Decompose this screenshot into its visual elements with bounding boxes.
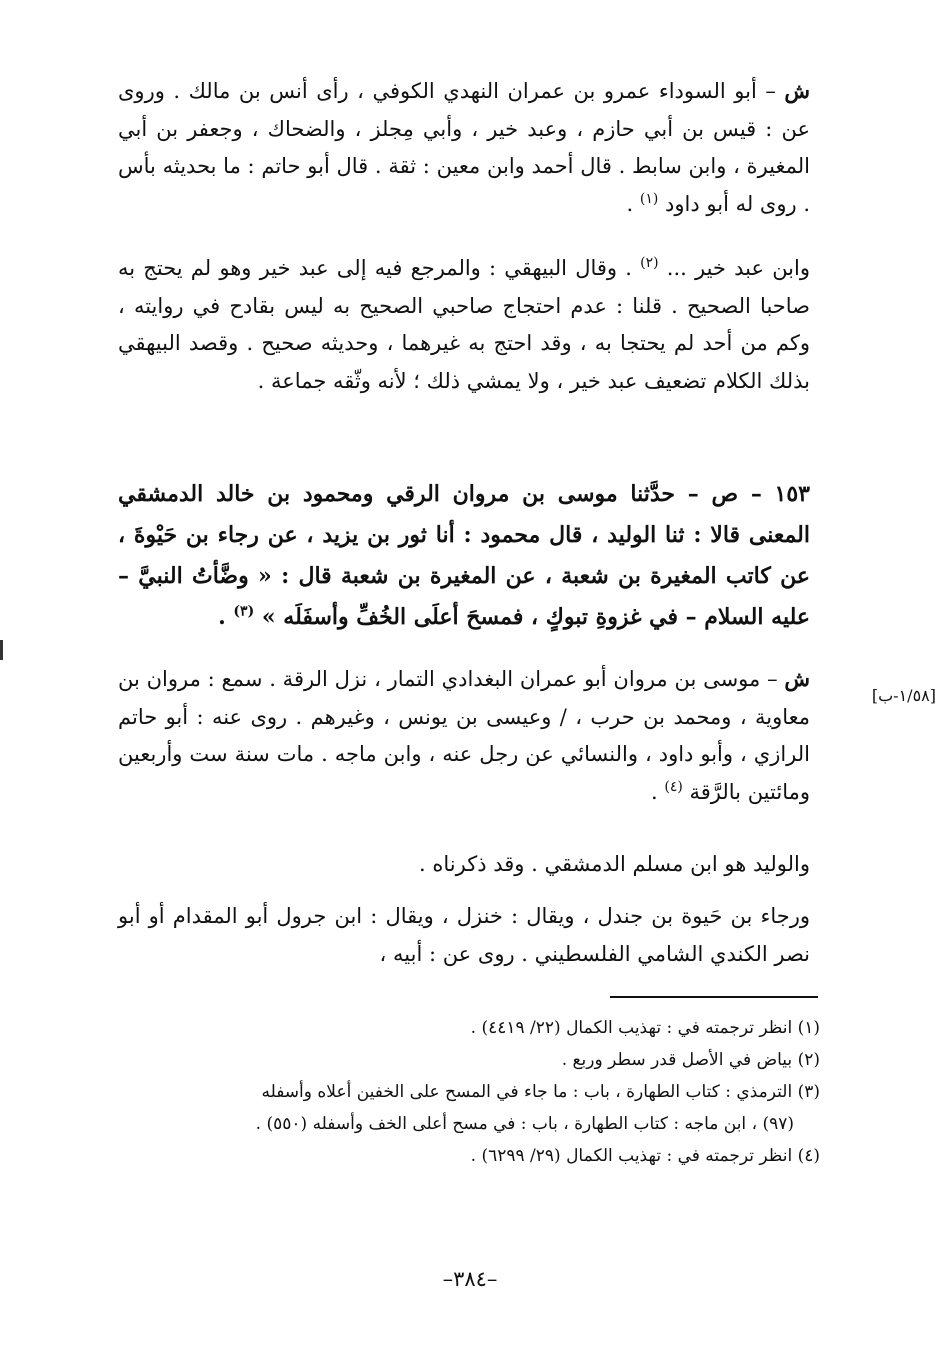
footnote-3 bbox=[120, 1076, 820, 1140]
footnote-text: الترمذي : كتاب الطهارة ، باب : ما جاء في المسح على الخفين أعلاه وأسفله bbox=[261, 1082, 793, 1102]
page-number: –٣٨٤– bbox=[442, 1267, 498, 1291]
footnote-ref[interactable]: (٣) bbox=[233, 603, 255, 620]
paragraph-commentary-4 bbox=[118, 846, 810, 884]
commentary-marker: ش bbox=[784, 78, 810, 103]
paragraph-end: . bbox=[650, 779, 665, 804]
paragraph-commentary-1 bbox=[118, 72, 810, 223]
paragraph-text: . وقال البيهقي : والمرجع فيه إلى عبد خير وهو لم يحتج به صاحبا الصحيح . قلنا : عدم احتجاج صاحبي الصحيح به ليس بقادح في روايته ، وكم من أحد لم يحتجا به ، وقد احتج به غيرهما ، وحديثه صحيح . وقصد البيهقي بذلك الكلام تضعيف عبد خير ، ولا يمشي ذلك ؛ لأنه وثّقه جماعة . bbox=[118, 256, 810, 393]
footnote-number: (٤) bbox=[797, 1146, 820, 1166]
hadith-153 bbox=[118, 474, 810, 638]
paragraph-commentary-5 bbox=[118, 898, 810, 973]
footnote-text-continued: (٩٧) ، ابن ماجه : كتاب الطهارة ، باب : في مسح أعلى الخف وأسفله (٥٥٠) . bbox=[255, 1114, 794, 1134]
footnotes bbox=[120, 1012, 820, 1172]
paragraph-text: والوليد هو ابن مسلم الدمشقي . وقد ذكرناه . bbox=[419, 852, 810, 876]
paragraph-text: – أبو السوداء عمرو بن عمران النهدي الكوفي ، رأى أنس بن مالك . وروى عن : قيس بن أبي حازم ، وعبد خير ، وأبي مِجلز ، والضحاك ، وجعفر بن أبي المغيرة ، وابن سابط . قال أحمد وابن معين : ثقة . قال أبو حاتم : ما بحديثه بأس . روى له أبو داود bbox=[118, 79, 810, 216]
paragraph-commentary-3 bbox=[118, 660, 810, 811]
paragraph-commentary-2 bbox=[118, 250, 810, 400]
footnote-text: انظر ترجمته في : تهذيب الكمال (٢٩/ ٦٢٩٩) . bbox=[470, 1146, 793, 1166]
footnote-ref[interactable]: (٢) bbox=[640, 255, 659, 271]
footnote-separator bbox=[610, 996, 818, 998]
footnote-4 bbox=[120, 1140, 820, 1172]
paragraph-end: . bbox=[626, 191, 640, 216]
hadith-text: ١٥٣ – ص – حدَّثنا موسى بن مروان الرقي ومحمود بن خالد الدمشقي المعنى قالا : ثنا الوليد ، قال محمود : أنا ثور بن يزيد ، عن رجاء بن حَيْوةَ ، عن كاتب المغيرة بن شعبة ، عن المغيرة بن شعبة قال : « وضَّأتُ النبيَّ – عليه السلام – في غزوةِ تبوكٍ ، فمسحَ أعلَى الخُفِّ وأسفَلَه » bbox=[118, 481, 810, 630]
footnote-number: (٢) bbox=[797, 1050, 820, 1070]
footnote-1 bbox=[120, 1012, 820, 1044]
paragraph-text: وابن عبد خير ... bbox=[666, 256, 810, 280]
commentary-marker: ش bbox=[784, 666, 810, 691]
footnote-ref[interactable]: (١) bbox=[639, 190, 659, 207]
paragraph-text: – موسى بن مروان أبو عمران البغدادي التمار ، نزل الرقة . سمع : مروان بن معاوية ، ومحمد بن حرب ، / وعيسى بن يونس ، وغيرهم . روى عنه : أبو حاتم الرازي ، وأبو داود ، والنسائي عن رجل عنه ، وابن ماجه . مات سنة ست وأربعين ومائتين بالرَّقة bbox=[118, 667, 810, 804]
footnote-text: انظر ترجمته في : تهذيب الكمال (٢٢/ ٤٤١٩) . bbox=[470, 1018, 793, 1038]
footnote-ref[interactable]: (٤) bbox=[664, 778, 683, 795]
paragraph-text: ورجاء بن حَيوة بن جندل ، ويقال : خنزل ، ويقال : ابن جرول أبو المقدام أو أبو نصر الكندي الشامي الفلسطيني . روى عن : أبيه ، bbox=[118, 904, 810, 966]
scan-edge-mark bbox=[0, 640, 3, 660]
paragraph-end: . bbox=[218, 604, 234, 630]
manuscript-folio-note: [١/٥٨-ب] bbox=[871, 686, 936, 705]
footnote-2 bbox=[120, 1044, 820, 1076]
footnote-number: (٣) bbox=[797, 1082, 820, 1102]
footnote-number: (١) bbox=[797, 1018, 820, 1038]
footnote-text: بياض في الأصل قدر سطر وربع . bbox=[561, 1050, 793, 1070]
